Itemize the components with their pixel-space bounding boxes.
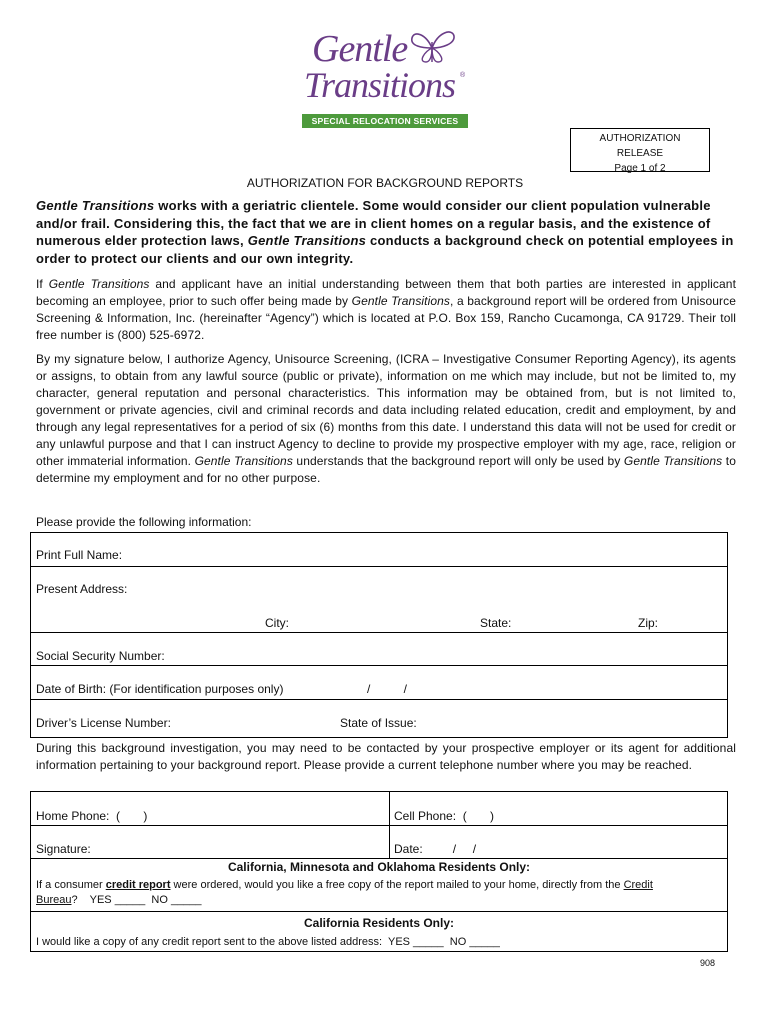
dob-slashes: / / [367,682,408,696]
ssn-row[interactable] [31,633,727,666]
auth-box-page: Page 1 of 2 [614,163,666,174]
para1-text-1: If [36,277,49,291]
state-of-issue-label: State of Issue: [340,716,417,730]
contact-paragraph: During this background investigation, you may need to be contacted by your prospective employer or its agent for additional information pertaining to your background report. Please provide a current telephone number where you may be reached. [36,741,736,772]
para2-text-3: to determine my employment and for no other purpose. [36,454,736,485]
company-name: Gentle Transitions [194,454,293,468]
divider [31,858,727,859]
ca-mn-ok-heading: California, Minnesota and Oklahoma Residents Only: [227,860,531,874]
para1-text-2: and applicant have an initial understanding between them that both parties are interested in applicant becoming an employee, prior to such offer being made by [36,277,736,308]
license-label: Driver’s License Number: [36,716,171,730]
ca-only-heading: California Residents Only: [303,916,455,930]
print-name-row[interactable] [31,533,727,567]
company-logo [300,26,472,132]
logo-gentle-text: Gentle [312,28,408,70]
ssn-label: Social Security Number: [36,649,165,663]
city-label: City: [265,616,289,630]
authorization-release-box [570,128,710,172]
page-number: 908 [700,958,716,968]
credit-bureau-term: Credit Bureau [36,879,653,906]
please-provide-label: Please provide the following information: [36,515,252,529]
registered-mark: ® [460,72,466,79]
signature-field[interactable]: Signature: [36,842,91,856]
dob-row[interactable] [31,666,727,700]
zip-label: Zip: [638,616,659,630]
home-phone-field[interactable]: Home Phone: ( ) [36,809,148,823]
cell-phone-field[interactable]: Cell Phone: ( ) [394,809,495,823]
divider [31,825,727,826]
state-label: State: [480,616,512,630]
ca-copy-question[interactable]: I would like a copy of any credit report sent to the above listed address: YES _____ NO _____ [36,936,500,948]
logo-transitions-text: Transitions [304,65,456,105]
date-field[interactable]: Date: / / [394,842,477,856]
intro-text-2: conducts a background check on potential employees in order to protect our clients and our own integrity. [36,233,734,266]
divider [31,911,727,912]
consumer-report-question [36,878,716,908]
company-name: Gentle Transitions [623,454,723,468]
dob-label: Date of Birth: (For identification purposes only) [36,682,284,696]
present-address-label: Present Address: [36,582,128,596]
intro-text-1: works with a geriatric clientele. Some would consider our client population vulnerable and/or frail. Considering this, the fact that we are in client homes on a regular basis, and the existence of numerous elder protection laws, [36,198,711,248]
company-name: Gentle Transitions [36,198,155,213]
print-name-label: Print Full Name: [36,548,123,562]
auth-box-line2: RELEASE [616,148,664,159]
logo-tagline: SPECIAL RELOCATION SERVICES [302,114,468,128]
consumer-yes-no[interactable]: ? YES _____ NO _____ [71,894,202,906]
para2-text-2: understands that the background report will only be used by [292,454,624,468]
contact-form [30,791,728,952]
auth-box-line1: AUTHORIZATION [599,133,681,144]
credit-report-term: credit report [105,879,171,891]
applicant-info-form [30,532,728,738]
agency-paragraph [36,276,736,344]
consumer-text-2: were ordered, would you like a free copy of the report mailed to your home, directly from the [170,879,624,891]
intro-paragraph [36,197,736,267]
company-name: Gentle Transitions [48,277,150,291]
address-row[interactable] [31,567,727,633]
para2-text-1: By my signature below, I authorize Agency, Unisource Screening, (ICRA – Investigative Consumer Reporting Agency), its agents or assigns, to obtain from any lawful source (public or private), information on me which may include, but not be limited to, my character, general reputation and personal characteristics. This information may be obtained from, but is not limited to, government or private agencies, civil and criminal records and data including related education, credit and employment, by and through any legal representatives for a period of six (6) months from this date. I understand this data will not be used for credit or any unlawful purpose and that I can instruct Agency to decline to provide my prospective employer with my age, race, religion or other immaterial information. [36,352,736,468]
license-row[interactable] [31,700,727,737]
company-name: Gentle Transitions [247,233,367,248]
document-title [0,176,770,190]
para1-text-3: , a background report will be ordered from Unisource Screening & Information, Inc. (hereinafter “Agency”) which is located at P.O. Box 159, Rancho Cucamonga, CA 91729. Their toll free number is (800) 525-6972. [36,294,736,342]
document-title-text: AUTHORIZATION FOR BACKGROUND REPORTS [246,176,524,190]
consumer-text-1: If a consumer [36,879,106,891]
authorization-paragraph [36,351,736,487]
company-name: Gentle Transitions [351,294,451,308]
